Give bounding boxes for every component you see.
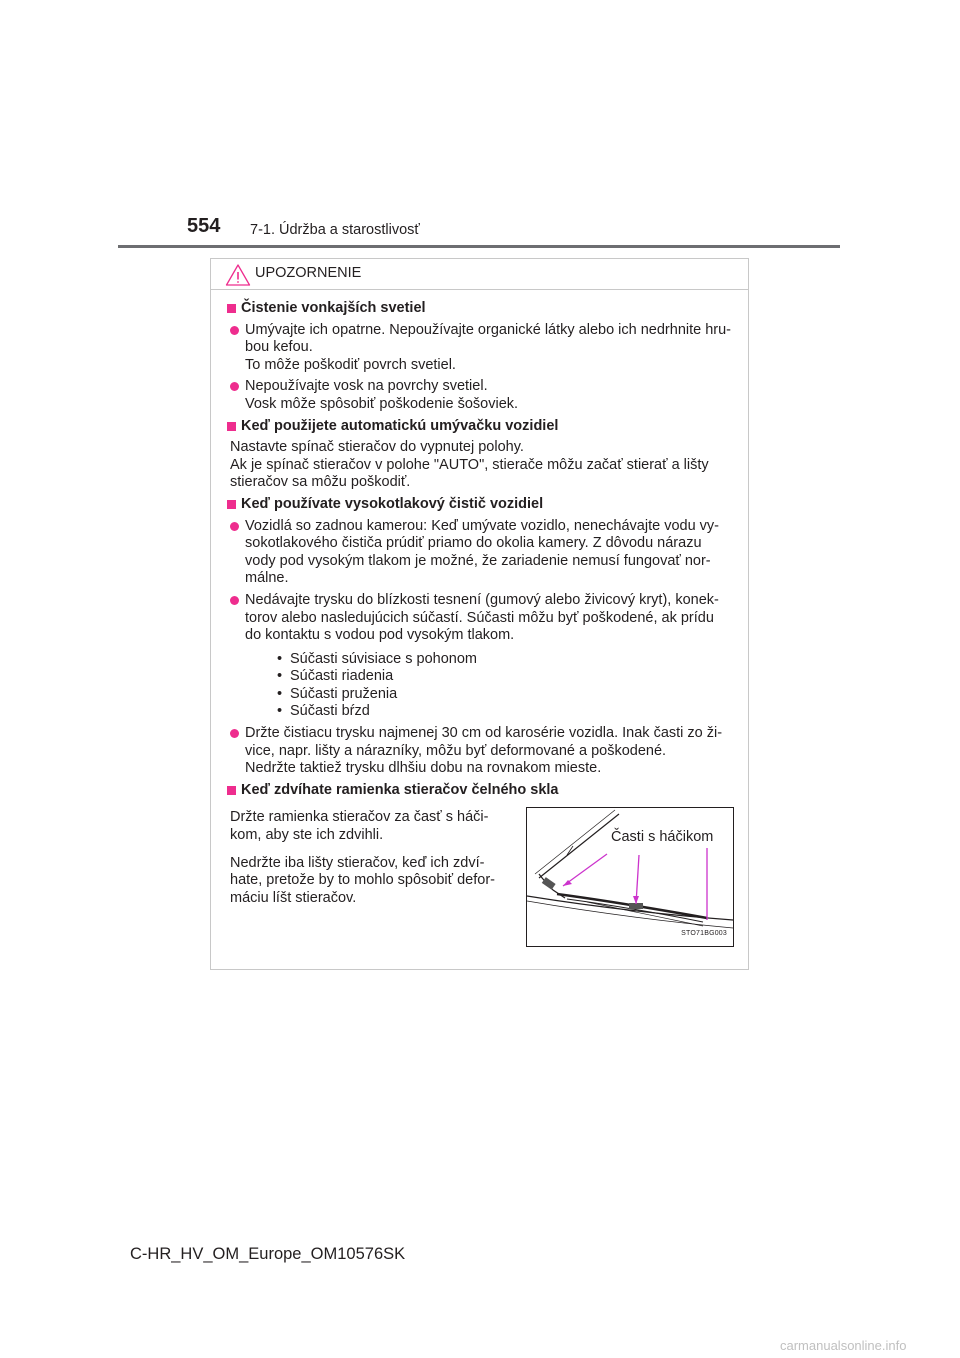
- square-bullet-icon: [227, 500, 236, 509]
- wiper-instructions: [230, 809, 520, 917]
- warning-triangle-icon: [225, 263, 251, 287]
- footer-code: C-HR_HV_OM_Europe_OM10576SK: [130, 1245, 406, 1263]
- warning-content: [227, 300, 743, 969]
- wiper-section: [227, 809, 743, 969]
- warning-header: [211, 259, 748, 290]
- paragraph-not-blades: Nedržte iba lišty stieračov, keď ich zdví- hate, pretože by to mohlo spôsobiť defor- máciu líšt stieračov.: [230, 854, 495, 906]
- list-item: • Súčasti bŕzd: [277, 703, 370, 720]
- warning-title: UPOZORNENIE: [255, 265, 362, 281]
- paragraph-wiper-switch: Nastavte spínač stieračov do vypnutej polohy. Ak je spínač stieračov v polohe "AUTO", stierače môžu začať stierať a lišty stieračov sa môžu poškodiť.: [230, 439, 709, 491]
- bullet-rear-camera: Vozidlá so zadnou kamerou: Keď umývate vozidlo, nenechávajte vodu vy- sokotlakového čističa prúdiť priamo do okolia kamery. Z dôvodu nárazu vody pod vysokým tlakom je možné, že zariadenie nemusí fungovať nor- málne.: [230, 518, 743, 588]
- square-bullet-icon: [227, 304, 236, 313]
- paragraph-hold-hook: Držte ramienka stieračov za časť s háči- kom, aby ste ich zdvihli.: [230, 809, 489, 844]
- square-bullet-icon: [227, 786, 236, 795]
- bullet-nozzle-seals: Nedávajte trysku do blízkosti tesnení (gumový alebo živicový kryt), konek- torov alebo nasledujúcich súčastí. Súčasti môžu byť poškodené, ak prídu do kontaktu s vodou pod vysokým tlakom. • Súčasti súvisiace s pohonom • Súčasti riadenia • Súčasti pruženia • Súčasti bŕzd: [230, 592, 743, 721]
- heading-lifting-wipers: Keď zdvíhate ramienka stieračov čelného skla: [227, 782, 743, 800]
- list-item: • Súčasti riadenia: [277, 668, 394, 685]
- figure-code: STO71BG003: [681, 929, 727, 937]
- section-title: 7-1. Údržba a starostlivosť: [250, 222, 420, 238]
- round-bullet-icon: [230, 382, 239, 391]
- page-number: 554: [187, 215, 221, 237]
- header-rule: [118, 245, 840, 248]
- bullet-nozzle-distance: Držte čistiacu trysku najmenej 30 cm od karosérie vozidla. Inak časti zo ži- vice, napr. lišty a nárazníky, môžu byť deformované a poškodené. Nedržte taktiež trysku dlhšiu dobu na rovnakom mieste.: [230, 725, 743, 778]
- wiper-illustration: [526, 807, 734, 947]
- parts-list: [277, 651, 743, 721]
- list-item: • Súčasti súvisiace s pohonom: [277, 650, 477, 667]
- heading-cleaning-lights: Čistenie vonkajších svetiel: [227, 300, 743, 318]
- round-bullet-icon: [230, 596, 239, 605]
- bullet-no-wax: Nepoužívajte vosk na povrchy svetiel. Vosk môže spôsobiť poškodenie šošoviek.: [230, 378, 743, 413]
- list-item: • Súčasti pruženia: [277, 685, 398, 702]
- square-bullet-icon: [227, 422, 236, 431]
- round-bullet-icon: [230, 326, 239, 335]
- round-bullet-icon: [230, 729, 239, 738]
- heading-car-wash: Keď použijete automatickú umývačku vozidiel: [227, 418, 743, 436]
- heading-pressure-washer: Keď používate vysokotlakový čistič vozidiel: [227, 496, 743, 514]
- round-bullet-icon: [230, 522, 239, 531]
- bullet-wash-carefully: Umývajte ich opatrne. Nepoužívajte organické látky alebo ich nedrhnite hru- bou kefou. To môže poškodiť povrch svetiel.: [230, 322, 743, 375]
- figure-callout: Časti s háčikom: [611, 829, 714, 846]
- warning-box: [210, 258, 749, 970]
- watermark: carmanualsonline.info: [780, 1338, 907, 1353]
